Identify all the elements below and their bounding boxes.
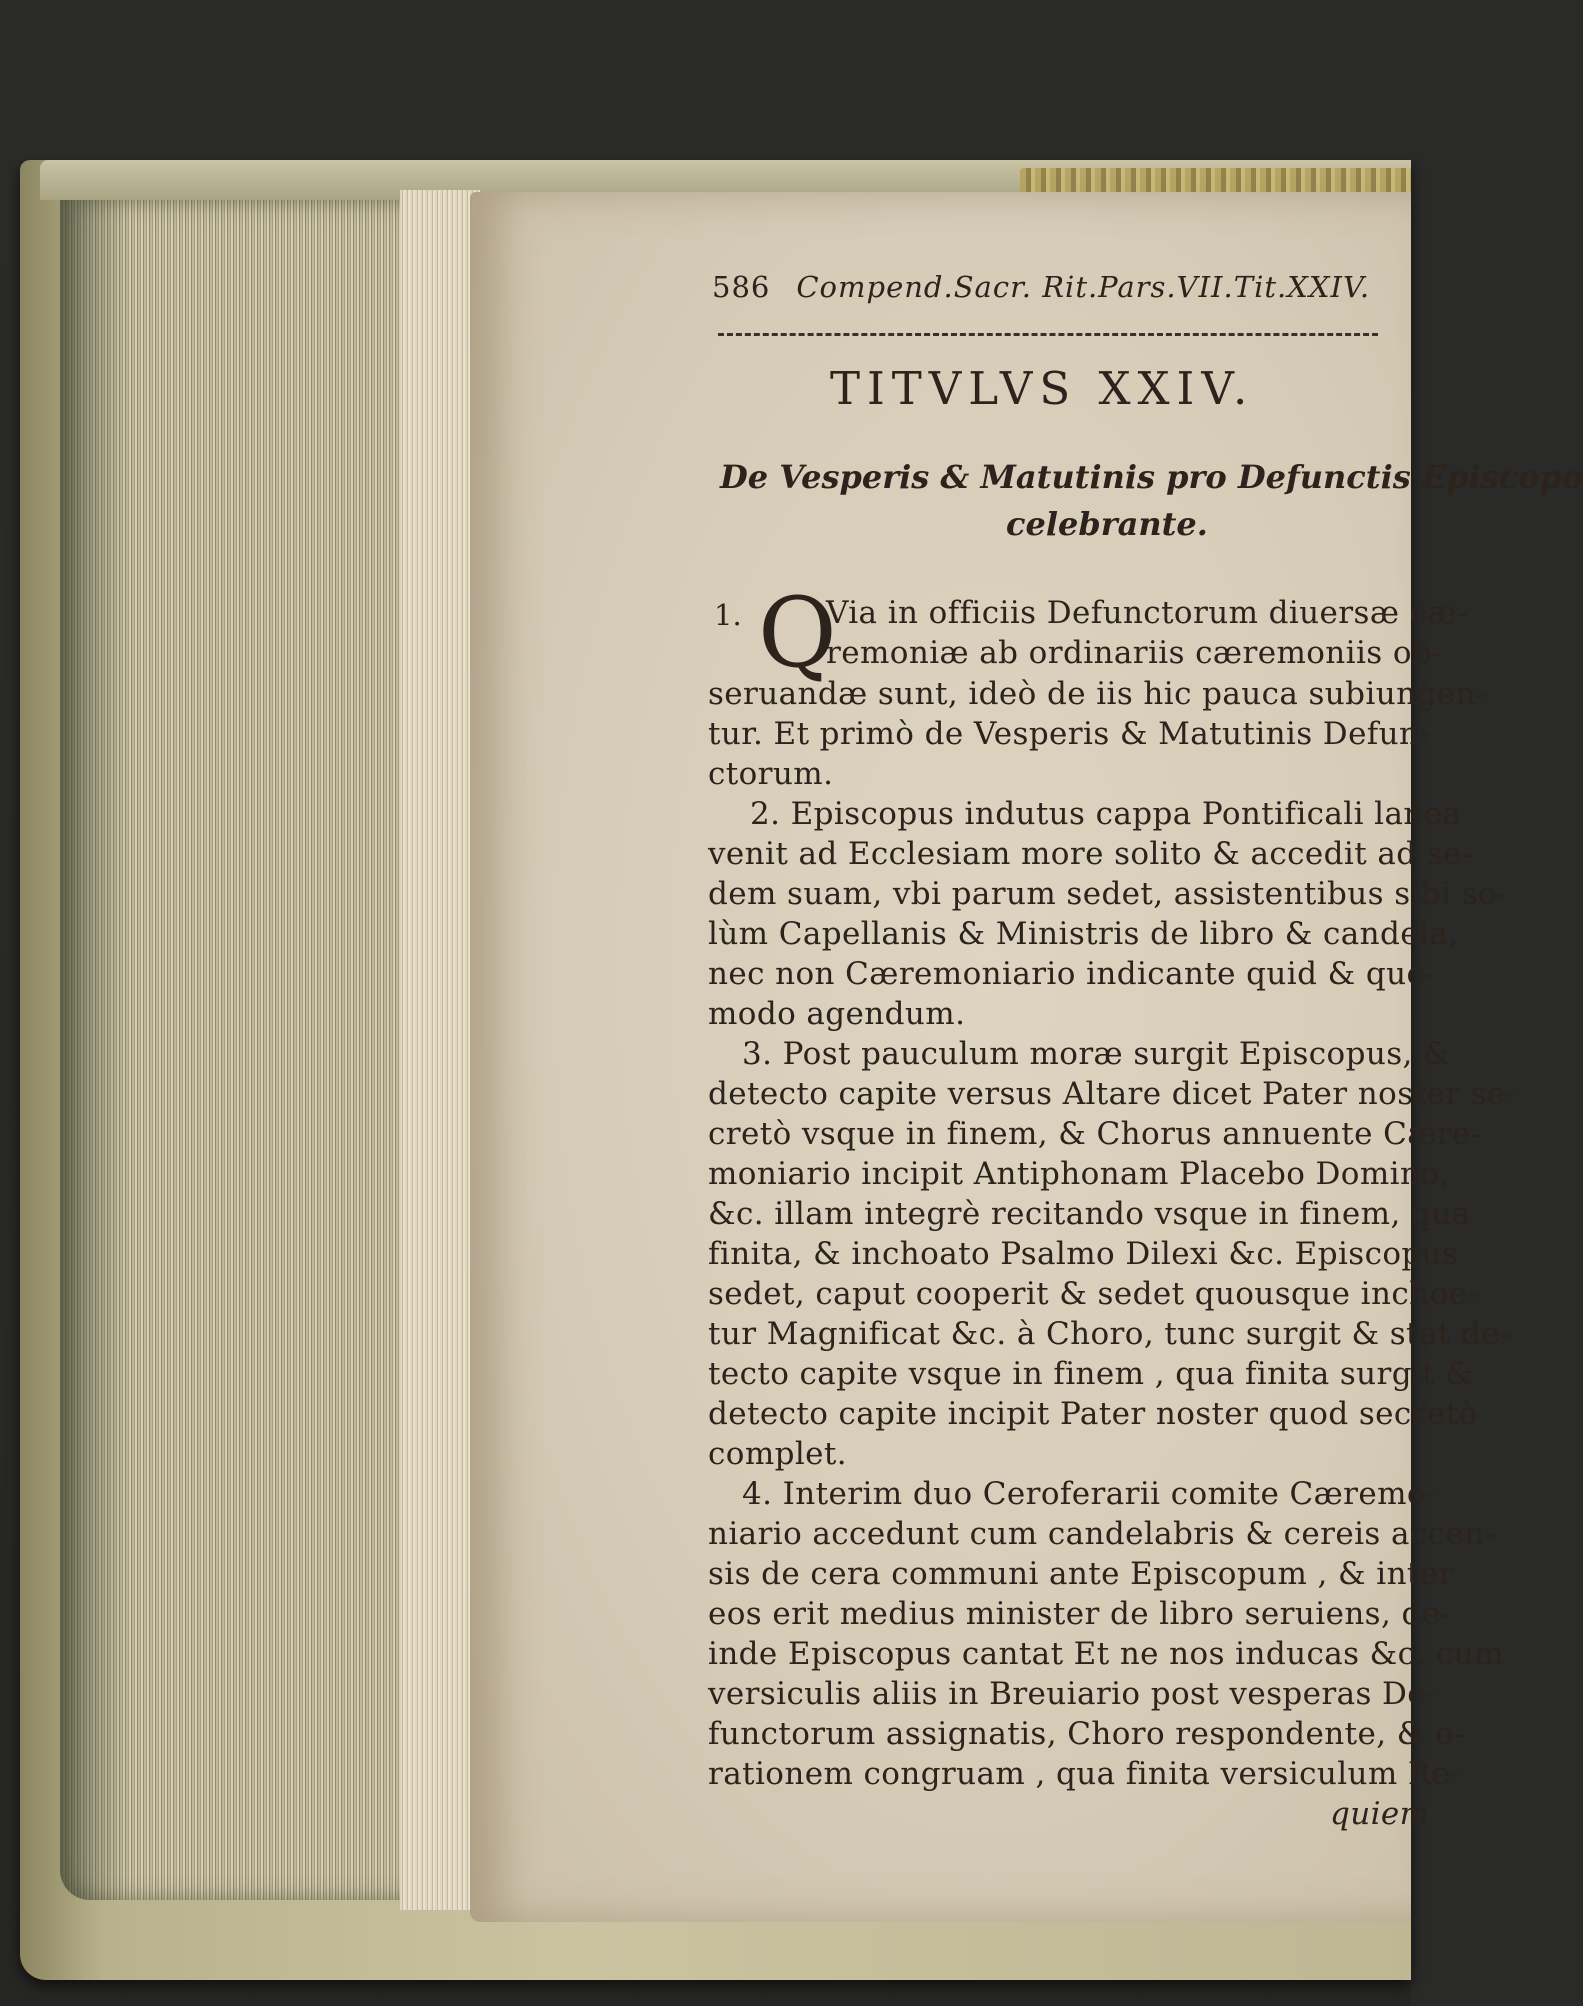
text-line: versiculis aliis in Breuiario post vesperas De- [708,1676,1437,1712]
text-line: sis de cera communi ante Episcopum , & inter [708,1556,1454,1592]
text-line: moniario incipit Antiphonam Placebo Domino, [708,1156,1450,1192]
drop-cap: Q [758,577,837,689]
text-line: &c. illam integrè recitando vsque in finem, qua [708,1196,1471,1232]
text-line: dem suam, vbi parum sedet, assistentibus sibi so- [708,876,1508,912]
subtitle-line-2: celebrante. [1006,505,1208,543]
text-line: cretò vsque in finem, & Chorus annuente Cære- [708,1116,1482,1152]
running-title: Compend.Sacr. Rit.Pars.VII.Tit.XXIV. [796,270,1371,304]
text-line: functorum assignatis, Choro respondente, & o- [708,1716,1465,1752]
text-line: 3. Post pauculum moræ surgit Episcopus, & [742,1036,1452,1072]
text-line: ctorum. [708,756,834,792]
catchword: quiem [1330,1796,1430,1832]
text-line: detecto capite versus Altare dicet Pater noster se- [708,1076,1517,1112]
text-line: sedet, caput cooperit & sedet quousque inchoe- [708,1276,1479,1312]
text-line: tecto capite vsque in finem , qua finita surgit & [708,1356,1474,1392]
header-rule [718,333,1378,340]
text-line: seruandæ sunt, ideò de iis hic pauca subiungen- [708,676,1487,712]
chapter-title: TITVLVS XXIV. [830,362,1255,415]
page-number: 586 [712,270,771,304]
text-line: 4. Interim duo Ceroferarii comite Cæremo- [742,1476,1437,1512]
text-line: Via in officiis Defunctorum diuersæ cæ- [826,595,1468,631]
text-line: complet. [708,1436,848,1472]
text-line: detecto capite incipit Pater noster quod secretò [708,1396,1478,1432]
text-line: lùm Capellanis & Ministris de libro & candela, [708,916,1459,952]
text-line: remoniæ ab ordinariis cæremoniis ob- [826,635,1444,671]
text-line: 2. Episcopus indutus cappa Pontificali lanea [750,796,1462,832]
text-line: inde Episcopus cantat Et ne nos inducas &c. cum [708,1636,1504,1672]
text-line: niario accedunt cum candelabris & cereis accen- [708,1516,1496,1552]
subtitle-line-1: De Vesperis & Matutinis pro Defunctis Episcopo [720,458,1583,496]
text-line: tur. Et primò de Vesperis & Matutinis Defun- [708,716,1431,752]
text-line: modo agendum. [708,996,966,1032]
running-head [712,270,1370,304]
text-line: finita, & inchoato Psalmo Dilexi &c. Episcopus [708,1236,1459,1272]
text-line: nec non Cæremoniario indicante quid & quo- [708,956,1437,992]
text-line: eos erit medius minister de libro seruiens, de- [708,1596,1452,1632]
text-line: rationem congruam , qua finita versiculum Re- [708,1756,1462,1792]
text-line: venit ad Ecclesiam more solito & accedit ad se- [708,836,1473,872]
paragraph-number: 1. [714,598,742,632]
text-line: tur Magnificat &c. à Choro, tunc surgit & stat de- [708,1316,1511,1352]
